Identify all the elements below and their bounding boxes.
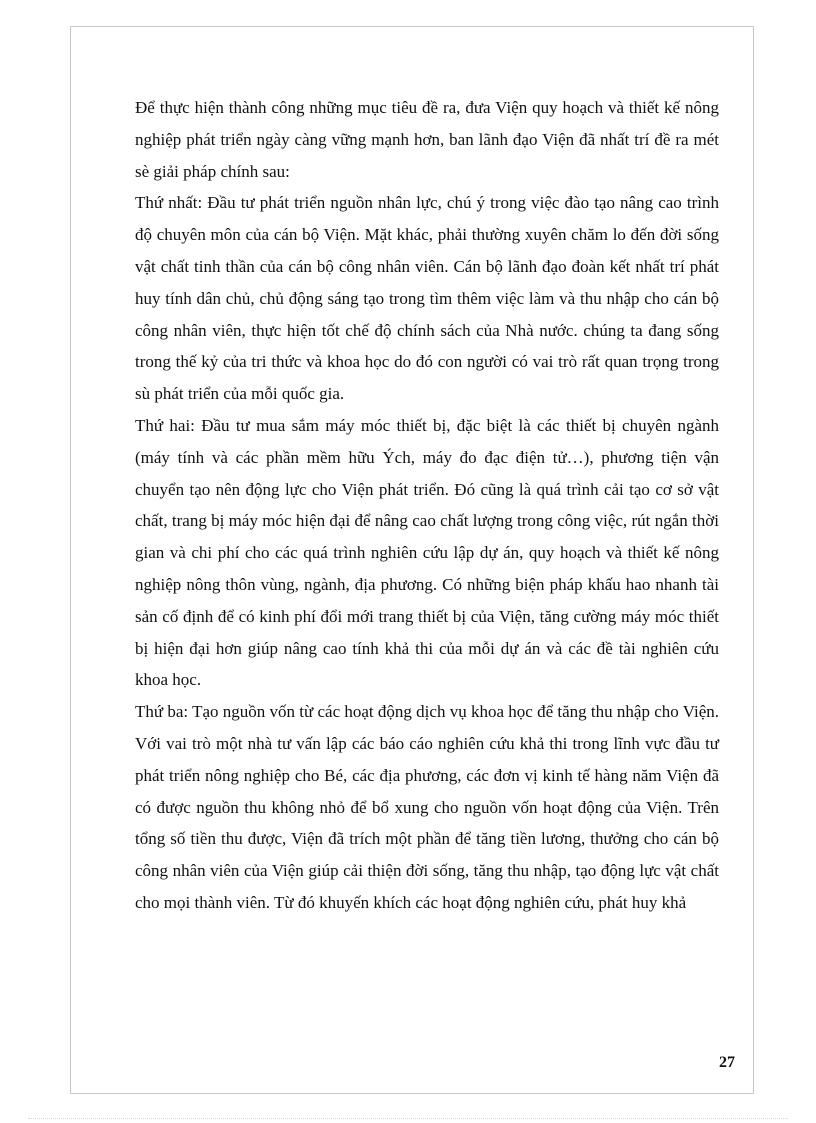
paragraph-second-solution: Thứ hai: Đầu tư mua sắm máy móc thiết bị, đặc biệt là các thiết bị chuyên ngành (máy tính và các phần mềm hữu Ých, máy đo đạc điện tử…), phương tiện vận chuyển tạo nên động lực cho Viện phát triển. Đó cũng là quá trình cải tạo cơ sở vật chất, trang bị máy móc hiện đại để nâng cao chất lượng trong công việc, rút ngắn thời gian và chi phí cho các quá trình nghiên cứu lập dự án, quy hoạch và thiết kế nông nghiệp nông thôn vùng, ngành, địa phương. Có những biện pháp khấu hao nhanh tài sản cố định để có kinh phí đổi mới trang thiết bị của Viện, tăng cường máy móc thiết bị hiện đại hơn giúp nâng cao tính khả thi của mỗi dự án và các đề tài nghiên cứu khoa học. [135,415,719,690]
paragraph-third-solution: Thứ ba: Tạo nguồn vốn từ các hoạt động dịch vụ khoa học để tăng thu nhập cho Viện. Với vai trò một nhà tư vấn lập các báo cáo nghiên cứu khả thi trong lĩnh vực đầu tư phát triển nông nghiệp cho Bé, các địa phương, các đơn vị kinh tế hàng năm Viện đã có được nguồn thu không nhỏ để bổ xung cho nguồn vốn hoạt động của Viện. Trên tổng số tiền thu được, Viện đã trích một phần để tăng tiền lương, thưởng cho cán bộ công nhân viên của Viện giúp cải thiện đời sống, tăng thu nhập, tạo động lực vật chất cho mọi thành viên. Từ đó khuyến khích các hoạt động nghiên cứu, phát huy khả [135,702,719,912]
page-number: 27 [719,1054,735,1071]
paragraph-first-solution: Thứ nhất: Đầu tư phát triển nguồn nhân lực, chú ý trong việc đào tạo nâng cao trình độ chuyên môn của cán bộ Viện. Mặt khác, phải thường xuyên chăm lo đến đời sống vật chất tinh thần của cán bộ công nhân viên. Cán bộ lãnh đạo đoàn kết nhất trí phát huy tính dân chủ, chủ động sáng tạo trong tìm thêm việc làm và thu nhập cho cán bộ công nhân viên, thực hiện tốt chế độ chính sách của Nhà nước. chúng ta đang sống trong thế kỷ của tri thức và khoa học do đó con người có vai trò rất quan trọng trong sù phát triển của mỗi quốc gia. [135,193,719,404]
document-body [135,92,719,919]
page-bottom-divider [28,1118,788,1119]
paragraph-intro: Để thực hiện thành công những mục tiêu đề ra, đưa Viện quy hoạch và thiết kế nông nghiệp phát triển ngày càng vững mạnh hơn, ban lãnh đạo Viện đã nhất trí đề ra mét sè giải pháp chính sau: [135,98,719,181]
